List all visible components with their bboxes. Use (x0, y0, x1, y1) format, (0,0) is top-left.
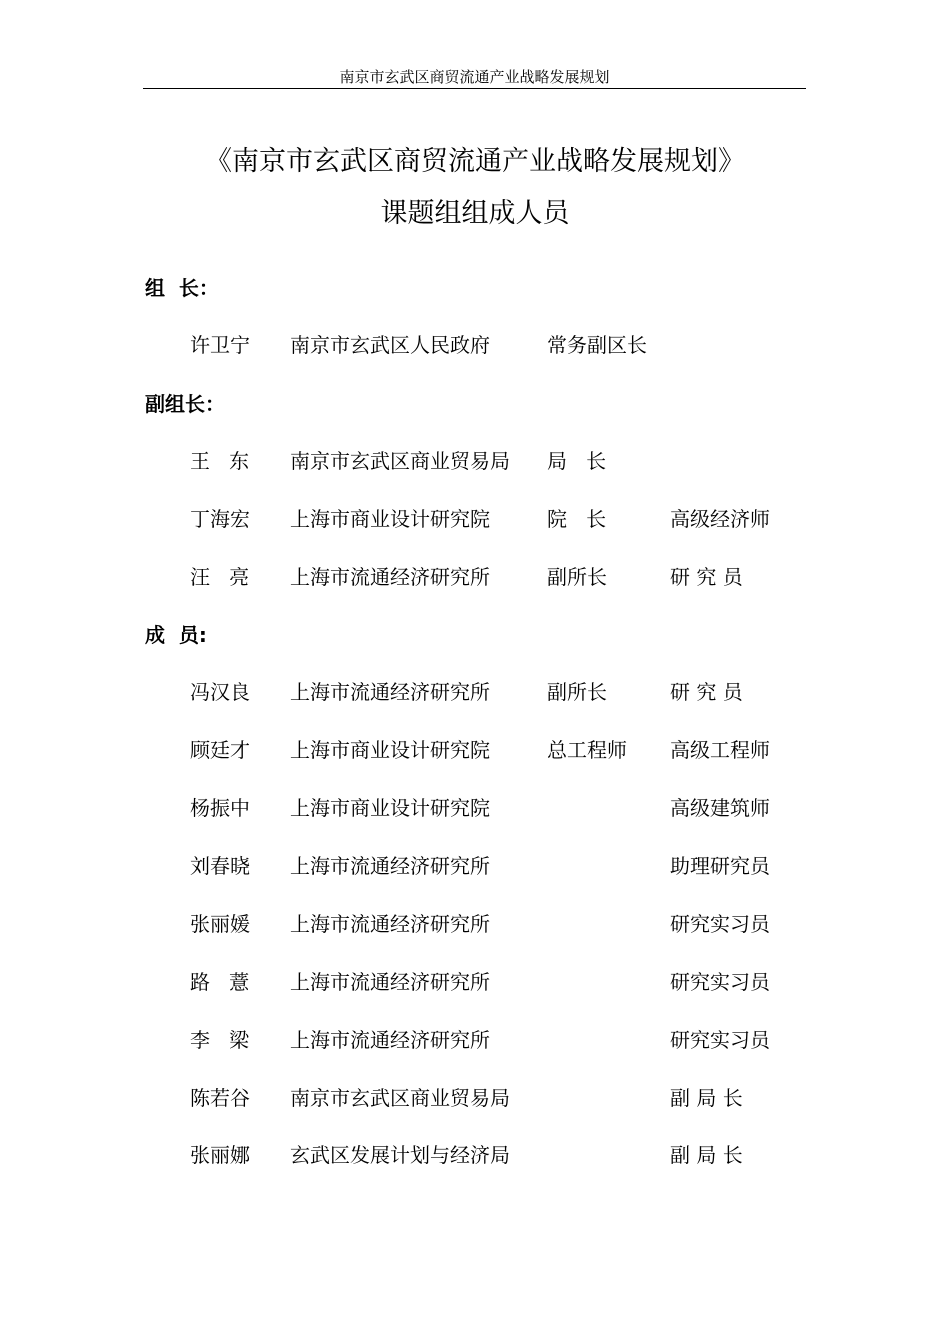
member-name: 许卫宁 (190, 333, 250, 357)
member-name: 冯汉良 (190, 680, 250, 704)
member-title: 副 局 长 (670, 1086, 743, 1110)
document-subtitle: 课题组组成人员 (380, 198, 570, 229)
member-title: 高级建筑师 (670, 796, 770, 820)
member-title: 研究实习员 (670, 1028, 770, 1052)
member-title: 高级经济师 (670, 507, 770, 531)
member-organization: 玄武区发展计划与经济局 (290, 1143, 510, 1167)
member-title: 高级工程师 (670, 738, 770, 762)
member-row (0, 331, 950, 359)
member-title: 研究实习员 (670, 970, 770, 994)
member-title: 研 究 员 (670, 680, 743, 704)
member-organization: 南京市玄武区商业贸易局 (290, 1086, 510, 1110)
member-title: 研究实习员 (670, 912, 770, 936)
member-name: 丁海宏 (190, 507, 250, 531)
running-header: 南京市玄武区商贸流通产业战略发展规划 (339, 68, 610, 86)
member-name: 张丽媛 (190, 912, 250, 936)
member-name: 张丽娜 (190, 1143, 250, 1167)
member-name: 路 薏 (190, 970, 250, 994)
member-name: 顾廷才 (190, 738, 250, 762)
member-organization: 上海市流通经济研究所 (290, 680, 490, 704)
section-heading-leader: 组 长： (145, 276, 219, 300)
member-row (0, 505, 950, 533)
member-position: 副所长 (547, 565, 607, 589)
member-position: 副所长 (547, 680, 607, 704)
member-row (0, 1084, 950, 1112)
member-row (0, 852, 950, 880)
member-row (0, 910, 950, 938)
member-position: 院 长 (547, 507, 607, 531)
member-organization: 上海市流通经济研究所 (290, 1028, 490, 1052)
member-name: 刘春晓 (190, 854, 250, 878)
member-name: 王 东 (190, 449, 250, 473)
member-position: 局 长 (547, 449, 607, 473)
member-name: 李 梁 (190, 1028, 250, 1052)
member-row (0, 968, 950, 996)
member-organization: 上海市商业设计研究院 (290, 796, 490, 820)
member-organization: 上海市商业设计研究院 (290, 738, 490, 762)
member-name: 杨振中 (190, 796, 250, 820)
member-row (0, 794, 950, 822)
header-rule (143, 88, 806, 89)
member-row (0, 1141, 950, 1169)
member-position: 总工程师 (547, 738, 627, 762)
member-title: 副 局 长 (670, 1143, 743, 1167)
member-organization: 上海市商业设计研究院 (290, 507, 490, 531)
section-heading-members: 成 员: (145, 623, 207, 647)
document-title: 《南京市玄武区商贸流通产业战略发展规划》 (205, 146, 745, 177)
member-row (0, 678, 950, 706)
member-title: 助理研究员 (670, 854, 770, 878)
member-name: 汪 亮 (190, 565, 250, 589)
member-position: 常务副区长 (547, 333, 647, 357)
member-organization: 上海市流通经济研究所 (290, 565, 490, 589)
section-heading-deputy: 副组长： (145, 392, 225, 416)
member-row (0, 1026, 950, 1054)
member-organization: 上海市流通经济研究所 (290, 970, 490, 994)
member-title: 研 究 员 (670, 565, 743, 589)
member-name: 陈若谷 (190, 1086, 250, 1110)
member-organization: 上海市流通经济研究所 (290, 854, 490, 878)
member-organization: 南京市玄武区商业贸易局 (290, 449, 510, 473)
member-organization: 上海市流通经济研究所 (290, 912, 490, 936)
member-organization: 南京市玄武区人民政府 (290, 333, 490, 357)
member-row (0, 736, 950, 764)
member-row (0, 563, 950, 591)
member-row (0, 447, 950, 475)
